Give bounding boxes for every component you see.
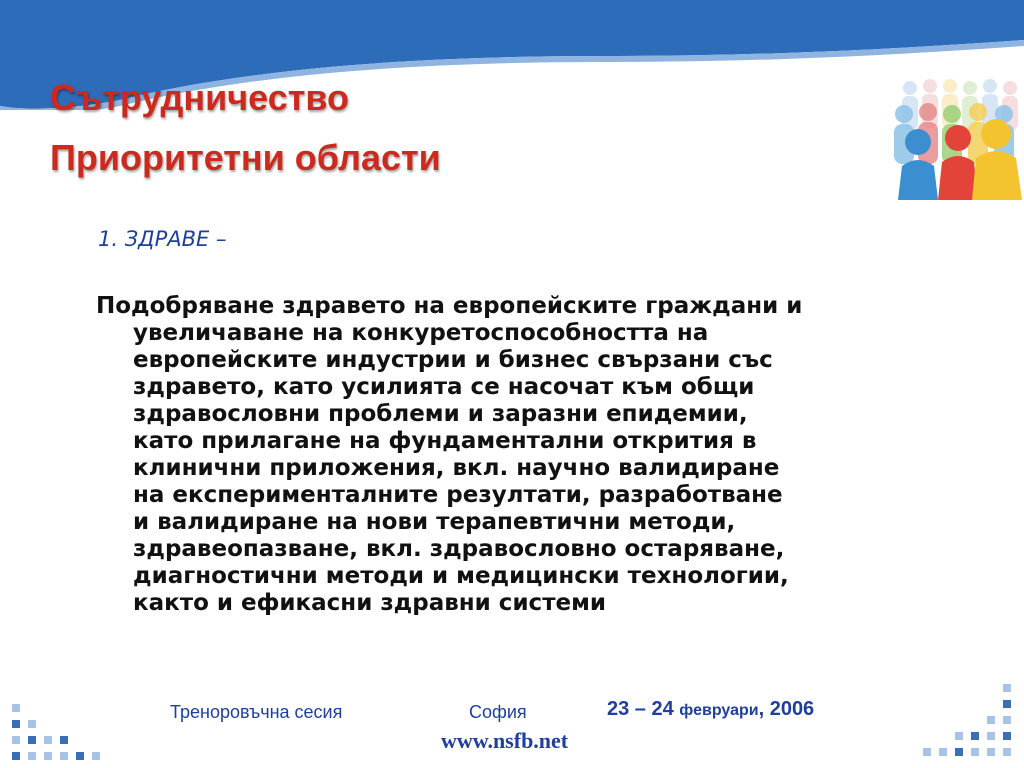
body-line: Подобряване здравето на европейските граждани и: [96, 293, 803, 319]
body-line: и валидиране на нови терапевтични методи,: [133, 509, 736, 535]
footer-date-days: 23 – 24: [607, 698, 674, 720]
slide-subtitle: Приоритетни области: [50, 137, 441, 178]
body-line: на експерименталните резултати, разработване: [133, 482, 783, 508]
body-line: европейските индустрии и бизнес свързани със: [133, 347, 773, 373]
body-line: клинични приложения, вкл. научно валидиране: [133, 455, 780, 481]
body-line: здравословни проблеми и заразни епидемии,: [133, 401, 748, 427]
body-line: здравеопазване, вкл. здравословно остаряване,: [133, 536, 785, 562]
decorative-squares-left: [0, 700, 110, 768]
slide-title: Сътрудничество: [50, 77, 349, 118]
footer-url[interactable]: www.nsfb.net: [441, 728, 569, 753]
footer-date: [607, 698, 814, 721]
body-line: диагностични методи и медицински технологии,: [133, 563, 789, 589]
body-line: като прилагане на фундаментални открития в: [133, 428, 757, 454]
body-line: увеличаване на конкуретоспособността на: [133, 320, 709, 346]
people-crowd-art: [888, 74, 1024, 200]
footer-date-month: февруари: [679, 702, 759, 719]
footer-date-year: , 2006: [758, 698, 815, 720]
body-line: както и ефикасни здравни системи: [133, 590, 607, 616]
body-line: здравето, като усилията се насочат към общи: [133, 374, 755, 400]
footer-session: Треноровъчна сесия: [170, 702, 343, 722]
footer-city: София: [469, 702, 527, 722]
section-heading: 1. ЗДРАВЕ –: [98, 227, 227, 251]
body-paragraph: [96, 293, 976, 617]
decorative-squares-right: [915, 680, 1024, 768]
